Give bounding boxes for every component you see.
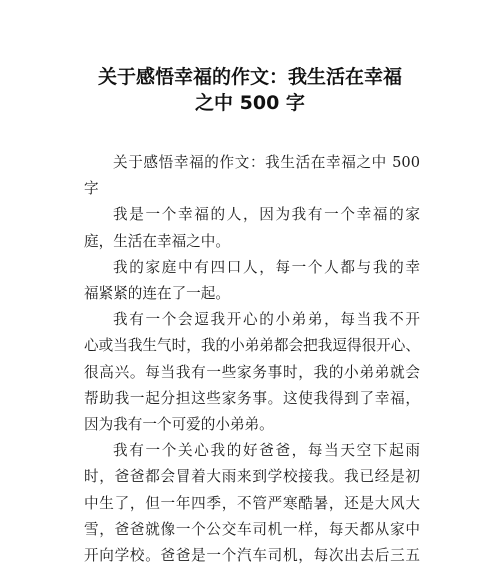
document-body (84, 150, 420, 566)
paragraph-2 (84, 202, 420, 254)
paragraph-line: 时，爸爸都会冒着大雨来到学校接我。我已经是初 (84, 468, 420, 486)
paragraph-line: 我的家庭中有四口人，每一个人都与我的幸 (113, 258, 420, 276)
paragraph-line: 字 (84, 180, 99, 198)
paragraph-1 (84, 150, 420, 202)
paragraph-line: 心或当我生气时，我的小弟弟都会把我逗得很开心、 (84, 337, 420, 355)
paragraph-line: 我有一个会逗我开心的小弟弟，每当我不开 (113, 311, 420, 329)
paragraph-line: 开向学校。爸爸是一个汽车司机，每次出去后三五 (84, 547, 420, 565)
document-title (60, 64, 440, 116)
paragraph-line: 中生了，但一年四季，不管严寒酷暑，还是大风大 (84, 494, 420, 512)
paragraph-3 (84, 255, 420, 307)
paragraph-line: 我有一个关心我的好爸爸，每当天空下起雨 (113, 442, 420, 460)
paragraph-line: 雪，爸爸就像一个公交车司机一样，每天都从家中 (84, 520, 420, 538)
paragraph-4 (84, 307, 420, 438)
paragraph-line: 我是一个幸福的人，因为我有一个幸福的家 (113, 206, 420, 224)
title-line-2: 之中 500 字 (195, 92, 305, 114)
paragraph-line: 福紧紧的连在了一起。 (84, 285, 230, 303)
paragraph-line: 很高兴。每当我有一些家务事时，我的小弟弟就会 (84, 363, 420, 381)
paragraph-line: 因为我有一个可爱的小弟弟。 (84, 416, 274, 434)
paragraph-5 (84, 438, 420, 566)
paragraph-line: 关于感悟幸福的作文：我生活在幸福之中 500 (113, 154, 420, 171)
paragraph-line: 庭，生活在幸福之中。 (84, 232, 230, 250)
title-line-1: 关于感悟幸福的作文：我生活在幸福 (97, 66, 402, 88)
paragraph-line: 帮助我一起分担这些家务事。这使我得到了幸福， (84, 389, 420, 407)
